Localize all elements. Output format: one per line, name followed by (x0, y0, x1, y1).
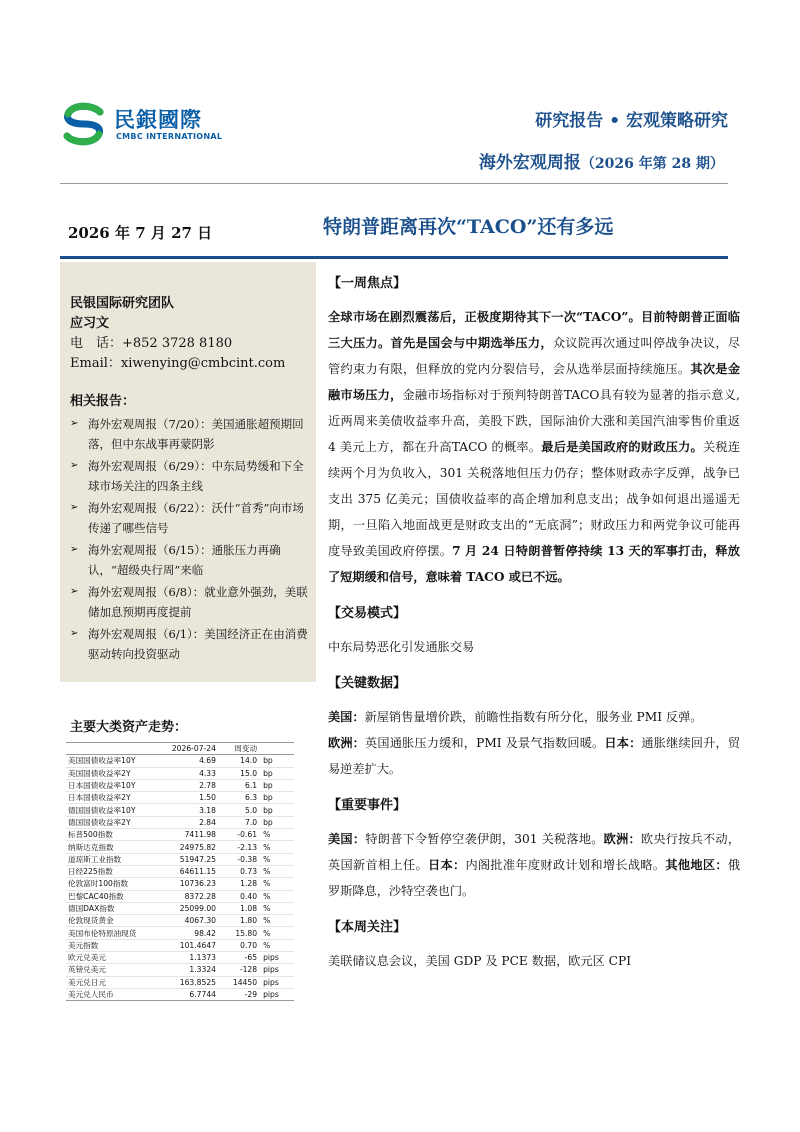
header-cell: 2026-07-24 (156, 743, 218, 755)
report-series (479, 148, 724, 173)
header-cell: 周变动 (218, 743, 259, 755)
asset-name: 美元兑人民币 (66, 988, 156, 1000)
asset-unit: % (259, 902, 294, 914)
assets-table-header (66, 743, 294, 755)
asset-row (66, 915, 294, 927)
asset-name: 欧元兑美元 (66, 952, 156, 964)
asset-row (66, 853, 294, 865)
asset-change: 0.70 (218, 939, 259, 951)
asset-change: 14450 (218, 976, 259, 988)
asset-row (66, 804, 294, 816)
asset-unit: % (259, 841, 294, 853)
asset-change: 15.80 (218, 927, 259, 939)
related-report-item[interactable]: ➢ 海外宏观周报（6/15）：通胀压力再确认，“超级央行周”来临 (70, 540, 308, 580)
asset-name: 纳斯达克指数 (66, 841, 156, 853)
asset-value: 1.1373 (156, 952, 218, 964)
asset-row (66, 890, 294, 902)
section-focus-title: 【一周焦点】 (328, 276, 407, 291)
arrow-bullet-icon: ➢ (70, 502, 79, 513)
asset-row (66, 755, 294, 767)
asset-value: 8372.28 (156, 890, 218, 902)
section-events-title: 【重要事件】 (328, 798, 407, 813)
asset-change: 6.3 (218, 792, 259, 804)
asset-unit: % (259, 853, 294, 865)
report-category: 研究报告 • 宏观策略研究 (535, 111, 728, 131)
asset-name: 美元兑日元 (66, 976, 156, 988)
asset-row (66, 779, 294, 791)
asset-unit: bp (259, 804, 294, 816)
asset-value: 7411.98 (156, 829, 218, 841)
asset-unit: bp (259, 767, 294, 779)
asset-row (66, 927, 294, 939)
asset-unit: % (259, 829, 294, 841)
asset-value: 24975.82 (156, 841, 218, 853)
asset-change: -128 (218, 964, 259, 976)
brand-name-cn: 民銀國際 (114, 108, 202, 132)
asset-change: 1.80 (218, 915, 259, 927)
asset-value: 163.8525 (156, 976, 218, 988)
asset-name: 德国DAX指数 (66, 902, 156, 914)
sidebar (60, 262, 316, 682)
asset-row (66, 878, 294, 890)
asset-change: -0.61 (218, 829, 259, 841)
asset-unit: bp (259, 792, 294, 804)
asset-row (66, 976, 294, 988)
assets-table (66, 742, 294, 1001)
asset-unit: % (259, 915, 294, 927)
asset-change: 14.0 (218, 755, 259, 767)
asset-row (66, 952, 294, 964)
asset-change: -65 (218, 952, 259, 964)
analyst-name: 应习文 (70, 316, 110, 331)
related-report-item[interactable]: ➢ 海外宏观周报（7/20）：美国通胀超预期回落，但中东战事再蒙阴影 (70, 414, 308, 454)
asset-change: -0.38 (218, 853, 259, 865)
report-date: 2026 年 7 月 27 日 (68, 224, 213, 242)
asset-change: 6.1 (218, 779, 259, 791)
asset-unit: % (259, 890, 294, 902)
asset-change: 5.0 (218, 804, 259, 816)
title-rule (60, 256, 728, 259)
related-reports-title: 相关报告： (70, 394, 136, 409)
asset-name: 美国国债收益率2Y (66, 767, 156, 779)
header-cell (66, 743, 156, 755)
asset-change: 15.0 (218, 767, 259, 779)
asset-row (66, 988, 294, 1000)
arrow-bullet-icon: ➢ (70, 544, 79, 555)
asset-change: 1.08 (218, 902, 259, 914)
asset-name: 美国布伦特原油现货 (66, 927, 156, 939)
asset-row (66, 964, 294, 976)
asset-name: 日本国债收益率10Y (66, 779, 156, 791)
asset-row (66, 865, 294, 877)
asset-unit: % (259, 927, 294, 939)
asset-name: 日经225指数 (66, 865, 156, 877)
related-report-item[interactable]: ➢ 海外宏观周报（6/1）：美国经济正在由消费驱动转向投资驱动 (70, 624, 308, 664)
focus-paragraph: 全球市场在剧烈震荡后，正极度期待其下一次“TACO”。目前特朗普正面临三大压力。首先是国会与中期选举压力，众议院再次通过叫停战争决议，尽管约束力有限，但释放的党内分裂信号，会从选举层面持续施压。其次是金融市场压力，金融市场指标对于预判特朗普TACO具有较为显著的指示意义,近两周来美债收益率升高，美股下跌，国际油价大涨和美国汽油零售价重返 4 美元上方，都在升高TACO 的概率。最后是美国政府的财政压力。关税连续两个月为负收入，301 关税落地但压力仍存；整体财政赤字反弹，战争已支出 375 亿美元；国债收益率的高企增加利息支出；战争如何退出遥遥无期，一旦陷入地面战更是财政支出的“无底洞”；财政压力和两党争议可能再度导致美国政府停摆。7 月 24 日特朗普暂停持续 13 天的军事打击，释放了短期缓和信号，意味着 TACO 或已不远。 (328, 310, 741, 584)
asset-value: 3.18 (156, 804, 218, 816)
asset-unit: % (259, 878, 294, 890)
asset-change: 7.0 (218, 816, 259, 828)
section-data-title: 【关键数据】 (328, 676, 407, 691)
asset-name: 德国国债收益率2Y (66, 816, 156, 828)
asset-name: 伦敦现货黄金 (66, 915, 156, 927)
arrow-bullet-icon: ➢ (70, 628, 79, 639)
asset-value: 1.50 (156, 792, 218, 804)
asset-value: 4.33 (156, 767, 218, 779)
asset-unit: bp (259, 816, 294, 828)
asset-name: 美国国债收益率10Y (66, 755, 156, 767)
asset-name: 伦敦富时100指数 (66, 878, 156, 890)
asset-unit: bp (259, 755, 294, 767)
research-team: 民银国际研究团队 (70, 296, 175, 311)
assets-title: 主要大类资产走势： (70, 720, 188, 735)
brand-name-en: CMBC INTERNATIONAL (116, 132, 223, 141)
arrow-bullet-icon: ➢ (70, 460, 79, 471)
issue-number: （2026 年第 28 期） (580, 156, 724, 172)
cmbc-logo-icon (62, 102, 106, 146)
section-watch-title: 【本周关注】 (328, 920, 407, 935)
asset-unit: pips (259, 976, 294, 988)
asset-name: 标普500指数 (66, 829, 156, 841)
header-cell (259, 743, 294, 755)
related-report-item[interactable]: ➢ 海外宏观周报（6/8）：就业意外强劲，美联储加息预期再度提前 (70, 582, 308, 622)
trade-paragraph: 中东局势恶化引发通胀交易 (328, 640, 475, 654)
asset-name: 道琼斯工业指数 (66, 853, 156, 865)
asset-row (66, 792, 294, 804)
asset-row (66, 816, 294, 828)
asset-value: 25099.00 (156, 902, 218, 914)
related-reports-list (70, 414, 308, 664)
asset-row (66, 829, 294, 841)
asset-value: 4.69 (156, 755, 218, 767)
asset-value: 2.78 (156, 779, 218, 791)
asset-row (66, 939, 294, 951)
asset-unit: bp (259, 779, 294, 791)
asset-change: -2.13 (218, 841, 259, 853)
asset-value: 98.42 (156, 927, 218, 939)
watch-paragraph: 美联储议息会议，美国 GDP 及 PCE 数据，欧元区 CPI (328, 954, 632, 968)
related-report-item[interactable]: ➢ 海外宏观周报（6/22）：沃什“首秀”向市场传递了哪些信号 (70, 498, 308, 538)
asset-value: 1.3324 (156, 964, 218, 976)
report-title: 特朗普距离再次“TACO”还有多远 (323, 216, 614, 238)
arrow-bullet-icon: ➢ (70, 586, 79, 597)
asset-unit: % (259, 865, 294, 877)
section-trade-title: 【交易模式】 (328, 606, 407, 621)
asset-change: -29 (218, 988, 259, 1000)
asset-name: 德国国债收益率10Y (66, 804, 156, 816)
related-report-item[interactable]: ➢ 海外宏观周报（6/29）：中东局势缓和下全球市场关注的四条主线 (70, 456, 308, 496)
analyst-phone: 电 话：+852 3728 8180 (70, 336, 233, 351)
asset-value: 4067.30 (156, 915, 218, 927)
analyst-email: Email：xiwenying@cmbcint.com (70, 356, 286, 371)
asset-value: 51947.25 (156, 853, 218, 865)
asset-unit: pips (259, 988, 294, 1000)
asset-value: 101.4647 (156, 939, 218, 951)
asset-name: 美元指数 (66, 939, 156, 951)
asset-unit: pips (259, 952, 294, 964)
asset-name: 英镑兑美元 (66, 964, 156, 976)
asset-value: 64611.15 (156, 865, 218, 877)
asset-value: 2.84 (156, 816, 218, 828)
asset-value: 10736.23 (156, 878, 218, 890)
asset-row (66, 767, 294, 779)
asset-value: 6.7744 (156, 988, 218, 1000)
series-name: 海外宏观周报 (478, 153, 581, 173)
asset-row (66, 902, 294, 914)
main-content (328, 262, 740, 974)
asset-name: 日本国债收益率2Y (66, 792, 156, 804)
asset-change: 0.40 (218, 890, 259, 902)
arrow-bullet-icon: ➢ (70, 418, 79, 429)
events-paragraph: 美国：特朗普下令暂停空袭伊朗，301 关税落地。欧洲：欧央行按兵不动，英国新首相上任。日本：内阁批准年度财政计划和增长战略。其他地区：俄罗斯降息，沙特空袭也门。 (328, 832, 741, 898)
header-divider (60, 183, 728, 184)
asset-unit: % (259, 939, 294, 951)
asset-row (66, 841, 294, 853)
asset-name: 巴黎CAC40指数 (66, 890, 156, 902)
asset-change: 1.28 (218, 878, 259, 890)
brand-logo (62, 102, 242, 146)
asset-unit: pips (259, 964, 294, 976)
asset-change: 0.73 (218, 865, 259, 877)
data-paragraph: 美国：新屋销售量增价跌，前瞻性指数有所分化，服务业 PMI 反弹。 欧洲：英国通胀压力缓和，PMI 及景气指数回暖。日本：通胀继续回升，贸易逆差扩大。 (328, 710, 741, 776)
